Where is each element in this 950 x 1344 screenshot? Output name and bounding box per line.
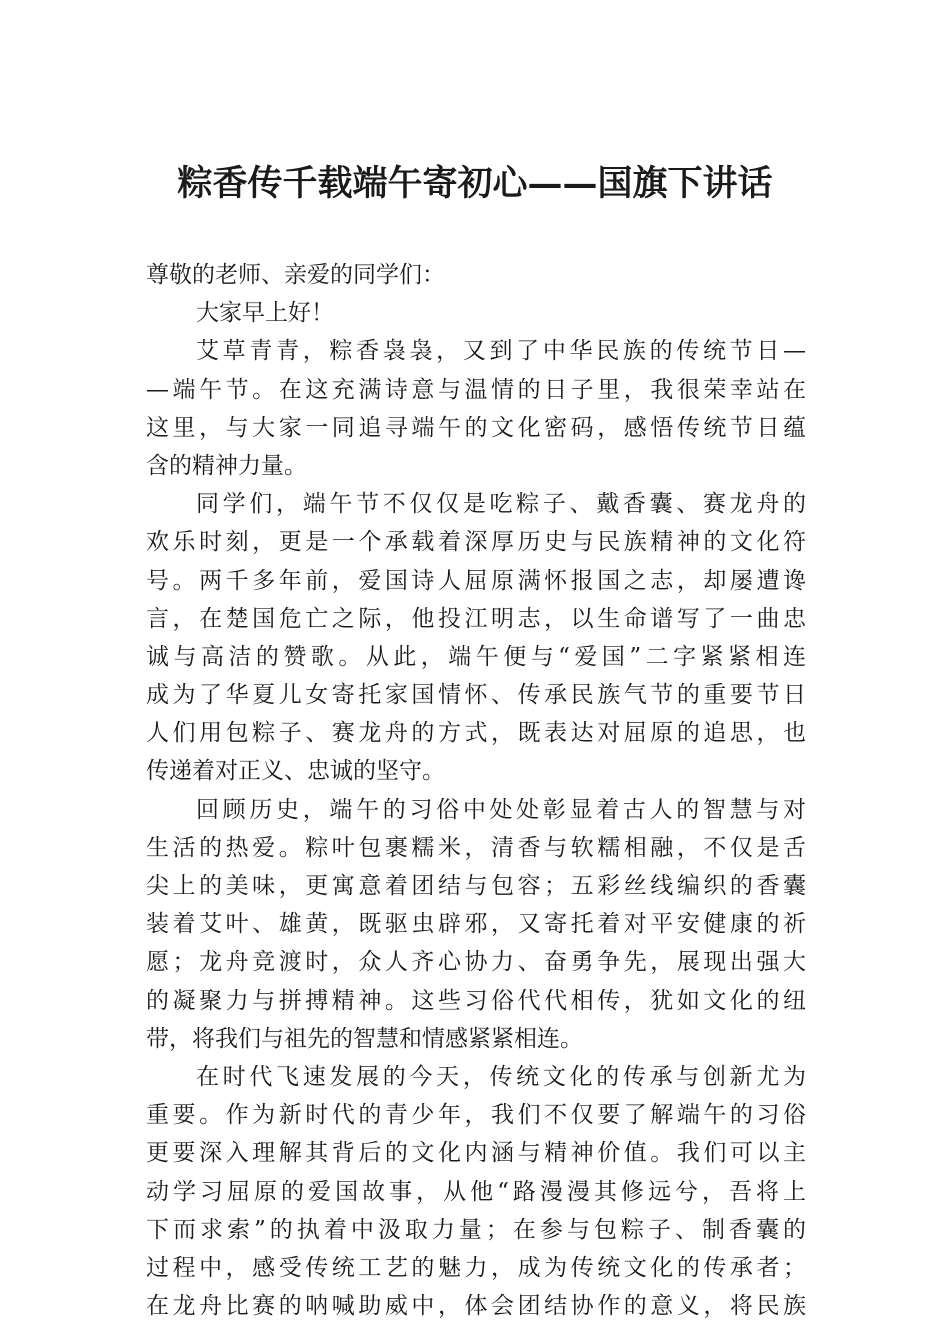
text-line: 在龙舟比赛的呐喊助威中，体会团结协作的意义，将民族 <box>146 1293 806 1320</box>
text-line: 人们用包粽子、赛龙舟的方式，既表达对屈原的追思，也 <box>146 720 806 747</box>
text-line: 生活的热爱。粽叶包裹糯米，清香与软糯相融，不仅是舌 <box>146 834 806 861</box>
text-line: —端午节。在这充满诗意与温情的日子里，我很荣幸站在 <box>146 376 806 403</box>
text-line: 含的精神力量。 <box>146 452 307 479</box>
text-line: 欢乐时刻，更是一个承载着深厚历史与民族精神的文化符 <box>146 529 806 556</box>
text-line: 艾草青青，粽香袅袅，又到了中华民族的传统节日— <box>196 338 806 365</box>
text-line: 过程中，感受传统工艺的魅力，成为传统文化的传承者； <box>146 1254 806 1281</box>
text-line: 下而求索”的执着中汲取力量；在参与包粽子、制香囊的 <box>146 1216 806 1243</box>
salutation-line: 尊敬的老师、亲爱的同学们： <box>146 262 445 288</box>
text-line: 诚与高洁的赞歌。从此，端午便与“爱国”二字紧紧相连 <box>146 643 806 670</box>
text-line: 重要。作为新时代的青少年，我们不仅要了解端午的习俗 <box>146 1102 806 1129</box>
text-line: 的凝聚力与拼搏精神。这些习俗代代相传，犹如文化的纽 <box>146 987 806 1014</box>
greeting-line: 大家早上好！ <box>196 300 334 327</box>
document-title: 粽香传千载端午寄初心——国旗下讲话 <box>177 163 773 204</box>
text-line: 同学们，端午节不仅仅是吃粽子、戴香囊、赛龙舟的 <box>196 491 806 518</box>
text-line: 更要深入理解其背后的文化内涵与精神价值。我们可以主 <box>146 1140 806 1167</box>
text-line: 成为了华夏儿女寄托家国情怀、传承民族气节的重要节日 <box>146 682 806 709</box>
text-line: 尖上的美味，更寓意着团结与包容；五彩丝线编织的香囊 <box>146 873 806 899</box>
text-line: 愿；龙舟竞渡时，众人齐心协力、奋勇争先，展现出强大 <box>146 949 806 976</box>
text-line: 回顾历史，端午的习俗中处处彰显着古人的智慧与对 <box>196 796 806 823</box>
speech-body <box>146 256 806 1325</box>
text-line: 传递着对正义、忠诚的坚守。 <box>146 758 445 785</box>
text-line: 这里，与大家一同追寻端午的文化密码，感悟传统节日蕴 <box>146 414 806 441</box>
text-line: 装着艾叶、雄黄，既驱虫辟邪，又寄托着对平安健康的祈 <box>146 911 806 938</box>
text-line: 在时代飞速发展的今天，传统文化的传承与创新尤为 <box>196 1063 806 1090</box>
text-line: 动学习屈原的爱国故事，从他“路漫漫其修远兮，吾将上 <box>146 1178 806 1205</box>
text-line: 言，在楚国危亡之际，他投江明志，以生命谱写了一曲忠 <box>146 605 806 632</box>
text-line: 号。两千多年前，爱国诗人屈原满怀报国之志，却屡遭谗 <box>146 567 806 594</box>
text-line: 带，将我们与祖先的智慧和情感紧紧相连。 <box>146 1025 583 1052</box>
